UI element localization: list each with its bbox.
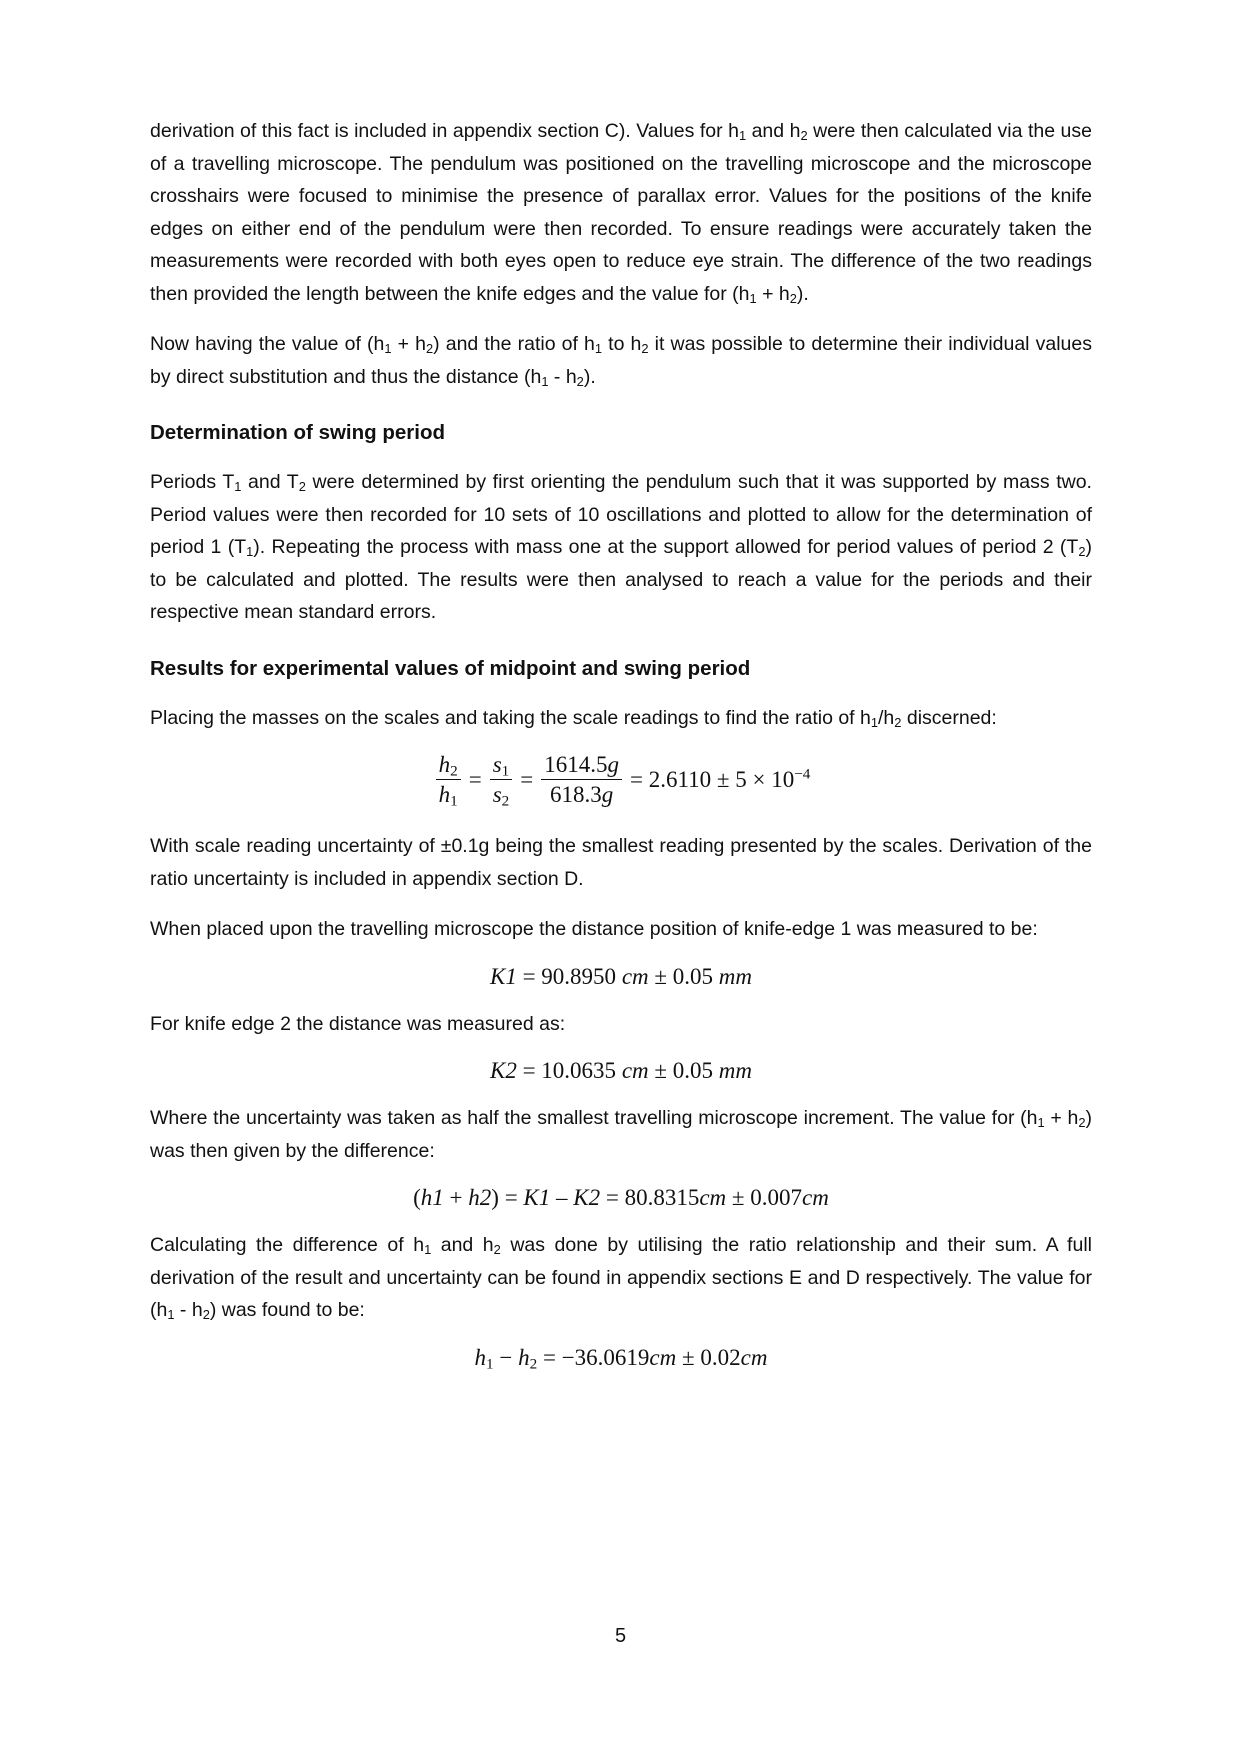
paragraph-knife-edge-1: When placed upon the travelling microscope the distance position of knife-edge 1 was measured to be: [150, 918, 1038, 940]
equation-difference: $h_1 - h_2 = -36.0619cm \pm 0.02cm$ [474, 1344, 768, 1372]
section-heading-results: Results for experimental values of midpoint and swing period [150, 656, 751, 680]
paragraph-knife-edge-measurement: derivation of this fact is included in appendix section C). Values for $h_1$ and $h_2$ were then calculated via the use of a travelling microscope. The pendulum was positioned on the travelling microscope and the microscope crosshairs were focused to minimise the presence of parallax error. Values for the positions of the knife edges on either end of the pendulum were then recorded. To ensure readings were accurately taken the measurements were recorded with both eyes open to reduce eye strain. The difference of the two readings then provided the length between the knife edges and the value for $(h_1 + h_2)$. [150, 120, 1092, 306]
fraction-h2-over-h1: $\frac{h_2}{h_1}$ [436, 752, 461, 808]
paragraph-swing-period: Periods $T_1$ and $T_2$ were determined by first orienting the pendulum such that it was supported by mass two. Period values were then recorded for 10 sets of 10 oscillations and plotted to allow for the determination of period 1 $(T_1)$. Repeating the process with mass one at the support allowed for period values of period 2 $(T_2)$ to be calculated and plotted. The results were then analysed to reach a value for the periods and their respective mean standard errors. [150, 471, 1092, 623]
fraction-mass-readings: $\frac{1614.5g}{618.3g}$ [541, 752, 622, 808]
fraction-s1-over-s2: $\frac{s_1}{s_2}$ [490, 752, 513, 808]
equation-k2: K2 = 10.0635 cm ± 0.05 mm [489, 1058, 752, 1083]
equation-k1: K1 = 90.8950 cm ± 0.05 mm [489, 963, 752, 989]
page-number: 5 [614, 1625, 627, 1647]
equation-ratio: $\frac{h_2}{h_1}$ = $\frac{s_1}{s_2}$ = $\frac{1614.5g}{618.3g}$ = $2.6110 \pm 5 \times 10^{-4}$ [150, 752, 1092, 808]
paragraph-difference: Calculating the difference of $h_1$ and $h_2$ was done by utilising the ratio relationship and their sum. A full derivation of the result and uncertainty can be found in appendix sections E and D respectively. The value for $(h_1 - h_2)$ was found to be: [150, 1234, 1092, 1322]
paragraph-uncertainty-note: Where the uncertainty was taken as half the smallest travelling microscope increment. The value for $(h_1 + h_2)$ was then given by the difference: [150, 1107, 1093, 1162]
paragraph-scale-readings: Placing the masses on the scales and taking the scale readings to find the ratio of $h_1/h_2$ discerned: [150, 706, 997, 730]
paragraph-scale-uncertainty: With scale reading uncertainty of ±0.1g being the smallest reading presented by the scales. Derivation of the ratio uncertainty is included in appendix section D. [150, 835, 1092, 890]
ratio-result: = $2.6110 \pm 5 \times 10^{-4}$ [629, 765, 811, 792]
section-heading-swing-period: Determination of swing period [150, 421, 445, 444]
equation-sum: (h1 + h2) = K1 – K2 = 80.8315cm ± 0.007cm [413, 1185, 829, 1210]
document-page [150, 115, 1092, 1389]
paragraph-substitution: Now having the value of $(h_1 + h_2)$ and the ratio of $h_1$ to $h_2$ it was possible to determine their individual values by direct substitution and thus the distance $(h_1 - h_2)$. [150, 333, 1092, 389]
paragraph-knife-edge-2: For knife edge 2 the distance was measured as: [150, 1012, 566, 1035]
